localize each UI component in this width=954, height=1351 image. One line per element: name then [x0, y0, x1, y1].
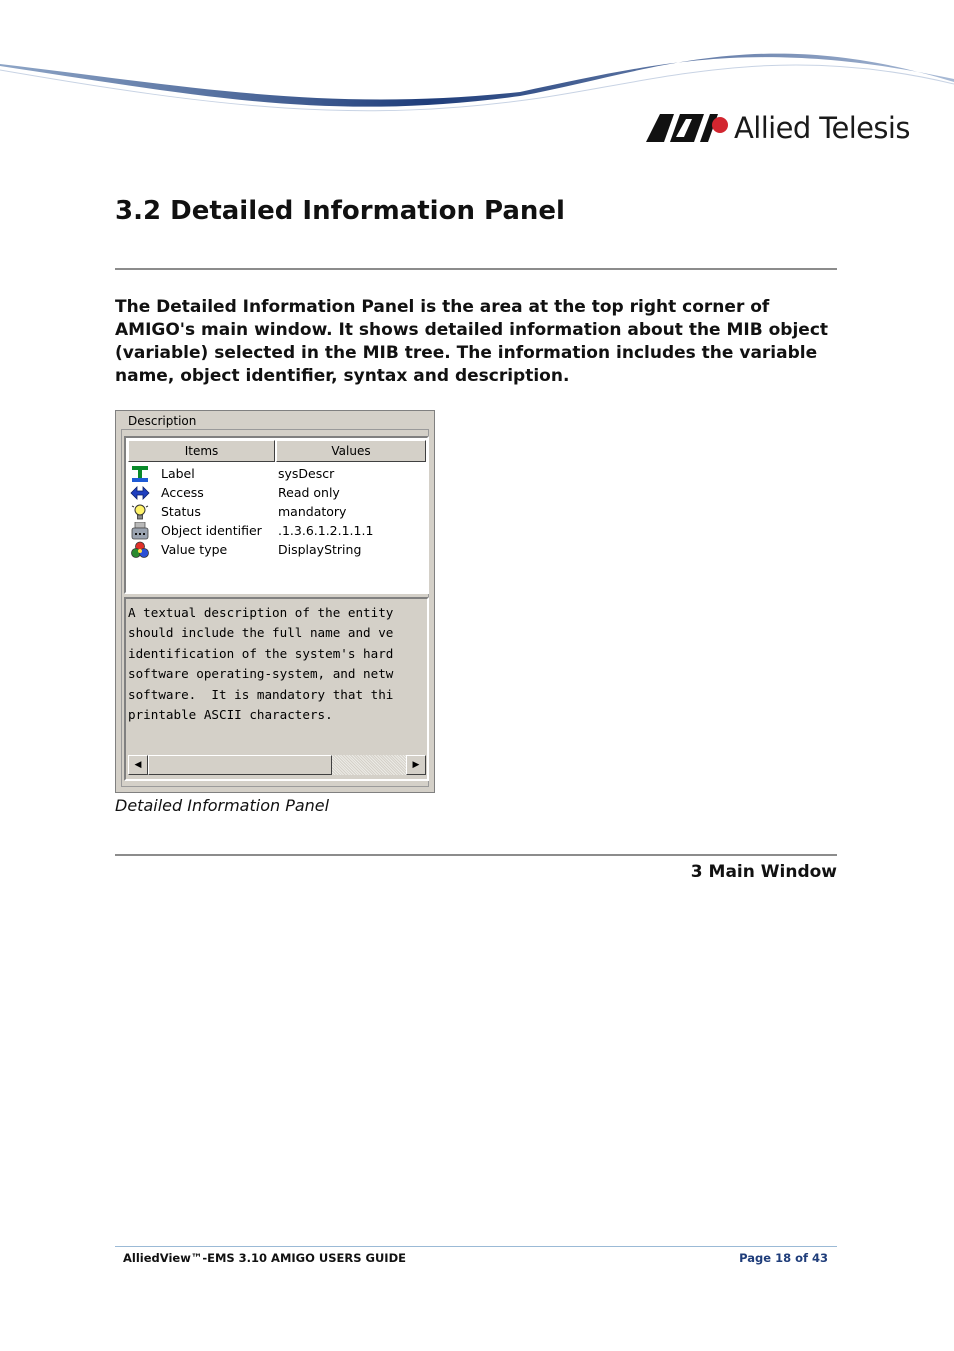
- item-value: sysDescr: [278, 466, 335, 481]
- item-value: DisplayString: [278, 542, 362, 557]
- item-name: Access: [161, 485, 204, 500]
- list-item-value-type[interactable]: [128, 540, 426, 559]
- item-value: Read only: [278, 485, 340, 500]
- properties-list[interactable]: [124, 436, 429, 594]
- access-arrows-icon: [130, 484, 150, 502]
- object-identifier-icon: [130, 522, 150, 540]
- allied-telesis-logo: [646, 108, 910, 148]
- item-value: .1.3.6.1.2.1.1.1: [278, 523, 374, 538]
- label-icon: [130, 465, 150, 483]
- lightbulb-icon: [130, 503, 150, 521]
- footer-doc-title: AlliedView™-EMS 3.10 AMIGO USERS GUIDE: [123, 1251, 406, 1265]
- item-value: mandatory: [278, 504, 347, 519]
- list-item-label[interactable]: [128, 464, 426, 483]
- detailed-information-panel: [115, 410, 435, 793]
- column-header-values[interactable]: Values: [276, 440, 426, 462]
- list-item-status[interactable]: [128, 502, 426, 521]
- item-name: Label: [161, 466, 195, 481]
- description-text: A textual description of the entity should include the full name and ve identification of the system's hard software operating-system, and netw software. It is mandatory that thi printable ASCII characters.: [128, 605, 394, 723]
- chapter-label: 3 Main Window: [690, 862, 837, 882]
- column-header-items[interactable]: Items: [128, 440, 275, 462]
- scrollbar-thumb[interactable]: [148, 755, 332, 775]
- allied-telesis-logo-icon: [646, 113, 728, 143]
- item-name: Value type: [161, 542, 228, 557]
- list-item-object-identifier[interactable]: [128, 521, 426, 540]
- bottom-divider: [115, 854, 837, 856]
- scroll-left-button[interactable]: ◀: [128, 755, 148, 775]
- section-title: 3.2 Detailed Information Panel: [115, 196, 565, 226]
- item-name: Object identifier: [161, 523, 262, 538]
- figure-caption: Detailed Information Panel: [115, 796, 330, 815]
- brand-name: Allied Telesis: [734, 111, 910, 145]
- horizontal-scrollbar[interactable]: [128, 755, 426, 775]
- description-textarea[interactable]: [124, 597, 429, 781]
- footer-page-number: Page 18 of 43: [739, 1251, 828, 1265]
- scroll-right-button[interactable]: ▶: [406, 755, 426, 775]
- footer-divider: [115, 1246, 837, 1247]
- top-divider: [115, 268, 837, 270]
- panel-label: Description: [128, 414, 197, 428]
- list-item-access[interactable]: [128, 483, 426, 502]
- intro-paragraph: The Detailed Information Panel is the area at the top right corner of AMIGO's main window. It shows detailed information about the MIB object (variable) selected in the MIB tree. The information includes the variable name, object identifier, syntax and description.: [115, 297, 829, 386]
- item-name: Status: [161, 504, 201, 519]
- value-type-icon: [130, 541, 150, 559]
